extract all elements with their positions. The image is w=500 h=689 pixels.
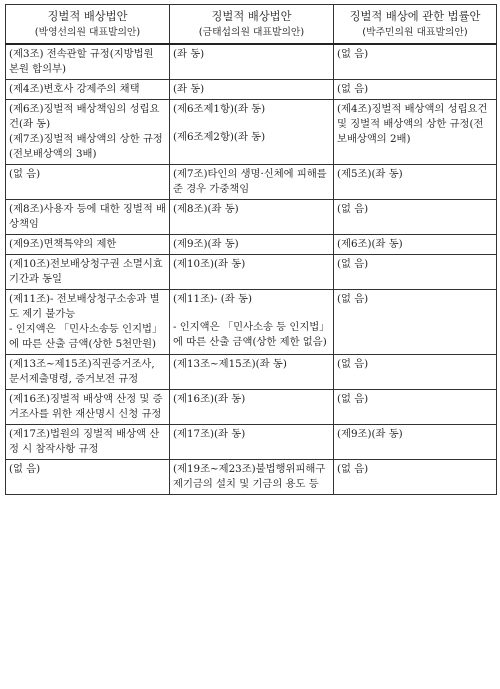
table-cell [170, 80, 334, 100]
table-cell [334, 44, 497, 80]
table-cell [170, 425, 334, 460]
cell-text: (제4조)징벌적 배상액의 성립요건 및 징벌적 배상액의 상한 규정(전보배상액의 2배) [337, 103, 488, 145]
cell-text: (좌 동) [173, 83, 205, 95]
table-row [6, 200, 497, 235]
header-title: 징벌적 배상법안 [47, 10, 128, 23]
table-row [6, 425, 497, 460]
cell-text: (제11조)- 전보배상청구소송과 별도 제기 불가능 [9, 293, 160, 320]
header-sponsor: (박영선의원 대표발의안) [34, 27, 141, 38]
cell-text: (없 음) [9, 463, 41, 475]
table-cell [6, 355, 170, 390]
table-row [6, 390, 497, 425]
cell-text: (제9조)(좌 동) [173, 238, 239, 250]
table-cell [170, 44, 334, 80]
cell-text: (없 음) [337, 358, 369, 370]
header-title: 징벌적 배상에 관한 법률안 [349, 10, 481, 23]
table-cell [170, 460, 334, 495]
cell-text: (제16조)(좌 동) [173, 393, 246, 405]
table-cell [334, 165, 497, 200]
table-cell [170, 255, 334, 290]
table-cell [334, 100, 497, 165]
cell-text: (제5조)(좌 동) [337, 168, 403, 180]
table-cell [170, 290, 334, 355]
table-cell [334, 460, 497, 495]
table-cell [334, 355, 497, 390]
cell-text: (제6조)징벌적 배상책임의 성립요건(좌 동) [9, 103, 160, 130]
table-row [6, 165, 497, 200]
cell-text: (제7조)징벌적 배상액의 상한 규정(전보배상액의 3배) [9, 133, 163, 160]
comparison-table [5, 4, 497, 495]
cell-text: (제3조) 전속관할 규정(지방법원 본원 합의부) [9, 48, 154, 75]
cell-text: (좌 동) [173, 48, 205, 60]
table-cell [6, 255, 170, 290]
table-cell [6, 235, 170, 255]
cell-text: (제9조)면책특약의 제한 [9, 238, 117, 250]
cell-text: (제6조제1항)(좌 동) [173, 103, 266, 115]
cell-text: (제17조)법원의 징벌적 배상액 산정 시 참작사항 규정 [9, 428, 160, 455]
table-cell [6, 290, 170, 355]
cell-text: (제16조)징벌적 배상액 산정 및 증거조사를 위한 재산명시 신청 규정 [9, 393, 163, 420]
table-cell [6, 80, 170, 100]
cell-text: (없 음) [337, 393, 369, 405]
header-sponsor: (금태섭의원 대표발의안) [198, 27, 305, 38]
cell-text: (없 음) [337, 83, 369, 95]
table-cell [334, 235, 497, 255]
cell-text: (없 음) [337, 203, 369, 215]
cell-text: (제17조)(좌 동) [173, 428, 246, 440]
table-cell [170, 200, 334, 235]
header-bill-park-youngsun [6, 5, 170, 45]
cell-text: (제11조)- (좌 동) [173, 293, 252, 305]
cell-text: - 인지액은 「민사소송 등 인지법」에 따른 산출 금액(상한 제한 없음) [173, 321, 330, 348]
cell-text: (제13조~제15조)(좌 동) [173, 358, 287, 370]
header-sponsor: (박주민의원 대표발의안) [362, 27, 468, 38]
cell-text: (제8조)(좌 동) [173, 203, 239, 215]
table-cell [6, 165, 170, 200]
cell-text: (없 음) [337, 258, 369, 270]
cell-text: (없 음) [337, 463, 369, 475]
table-cell [334, 255, 497, 290]
table-cell [170, 235, 334, 255]
header-bill-park-jumin [334, 5, 497, 45]
table-row [6, 290, 497, 355]
table-cell [334, 425, 497, 460]
table-row [6, 355, 497, 390]
table-cell [6, 425, 170, 460]
table-cell [170, 390, 334, 425]
table-cell [334, 290, 497, 355]
table-cell [170, 165, 334, 200]
header-bill-keum-taesup [170, 5, 334, 45]
table-row [6, 80, 497, 100]
table-row [6, 44, 497, 80]
cell-text: - 인지액은 「민사소송등 인지법」에 따른 산출 금액(상한 5천만원) [9, 323, 163, 350]
cell-text: (없 음) [9, 168, 41, 180]
table-cell [6, 44, 170, 80]
table-cell [6, 390, 170, 425]
cell-text: (없 음) [337, 293, 369, 305]
cell-text: (제6조)(좌 동) [337, 238, 403, 250]
cell-text: (없 음) [337, 48, 369, 60]
cell-text: (제10조)전보배상청구권 소멸시효 기간과 동일 [9, 258, 163, 285]
table-cell [170, 100, 334, 165]
table-row [6, 255, 497, 290]
table-cell [334, 200, 497, 235]
table-cell [170, 355, 334, 390]
header-title: 징벌적 배상법안 [211, 10, 292, 23]
cell-text: (제13조~제15조)직권증거조사, 문서제출명령, 증거보전 규정 [9, 358, 155, 385]
table-cell [6, 460, 170, 495]
table-cell [6, 100, 170, 165]
cell-text: (제6조제2항)(좌 동) [173, 131, 266, 143]
table-cell [334, 390, 497, 425]
header-row [6, 5, 497, 45]
table-row [6, 235, 497, 255]
cell-text: (제4조)변호사 강제주의 채택 [9, 83, 140, 95]
table-cell [334, 80, 497, 100]
table-row [6, 460, 497, 495]
cell-text: (제7조)타인의 생명·신체에 피해를 준 경우 가중책임 [173, 168, 327, 195]
cell-text: (제9조)(좌 동) [337, 428, 403, 440]
table-cell [6, 200, 170, 235]
cell-text: (제10조)(좌 동) [173, 258, 246, 270]
cell-text: (제19조~제23조)불법행위피해구제기금의 설치 및 기금의 용도 등 [173, 463, 326, 490]
table-row [6, 100, 497, 165]
cell-text: (제8조)사용자 등에 대한 징벌적 배상책임 [9, 203, 166, 230]
